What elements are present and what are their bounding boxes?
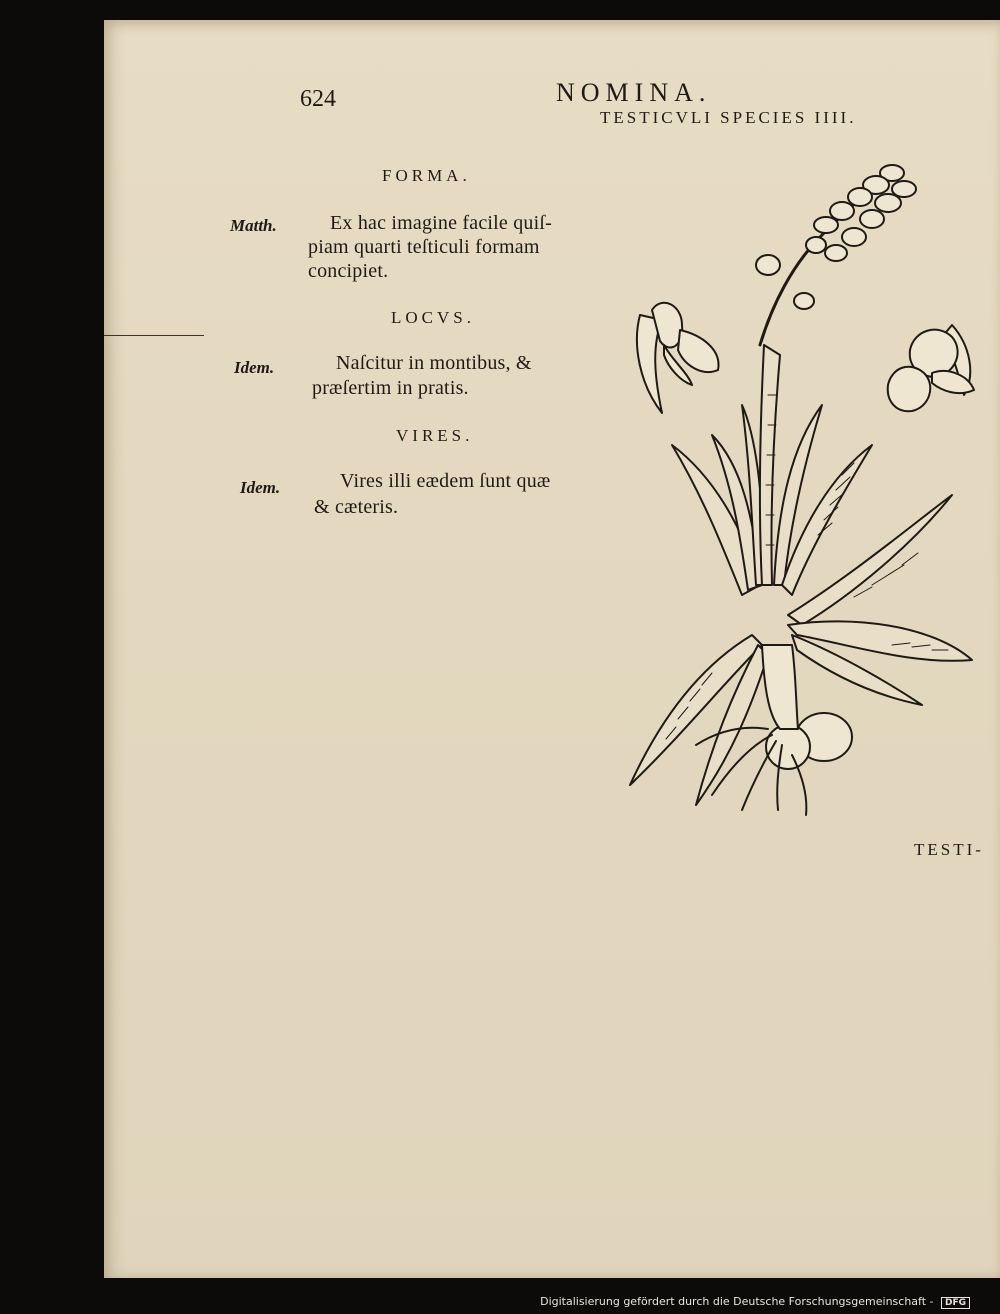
page-subtitle: TESTICVLI SPECIES IIII. (600, 108, 857, 127)
margin-note-matth: Matth. (230, 216, 277, 235)
margin-note-idem: Idem. (234, 358, 275, 377)
dfg-logo: DFG (941, 1297, 970, 1309)
section-heading-vires: VIRES. (396, 426, 474, 445)
catchword: TESTI- (914, 840, 984, 859)
digitization-credit (540, 1295, 970, 1309)
page-number: 624 (300, 86, 336, 112)
body-line: Ex hac imagine facile quiſ- (330, 212, 552, 234)
body-line: concipiet. (308, 260, 389, 282)
orchid-woodcut-illustration (592, 145, 992, 825)
gutter-line (104, 335, 204, 336)
credit-text: Digitalisierung gefördert durch die Deutsche Forschungsgemeinschaft - (540, 1295, 934, 1308)
body-line: Vires illi eædem ſunt quæ (340, 470, 551, 492)
section-heading-locus: LOCVS. (391, 308, 475, 327)
margin-note-idem: Idem. (240, 478, 281, 497)
body-line: & cæteris. (314, 496, 399, 518)
section-heading-forma: FORMA. (382, 166, 471, 185)
body-line: præſertim in pratis. (312, 377, 469, 399)
running-title: NOMINA. (556, 78, 712, 107)
body-line: Naſcitur in montibus, & (336, 352, 532, 374)
book-page (104, 20, 1000, 1278)
body-line: piam quarti teſticuli formam (308, 236, 540, 258)
